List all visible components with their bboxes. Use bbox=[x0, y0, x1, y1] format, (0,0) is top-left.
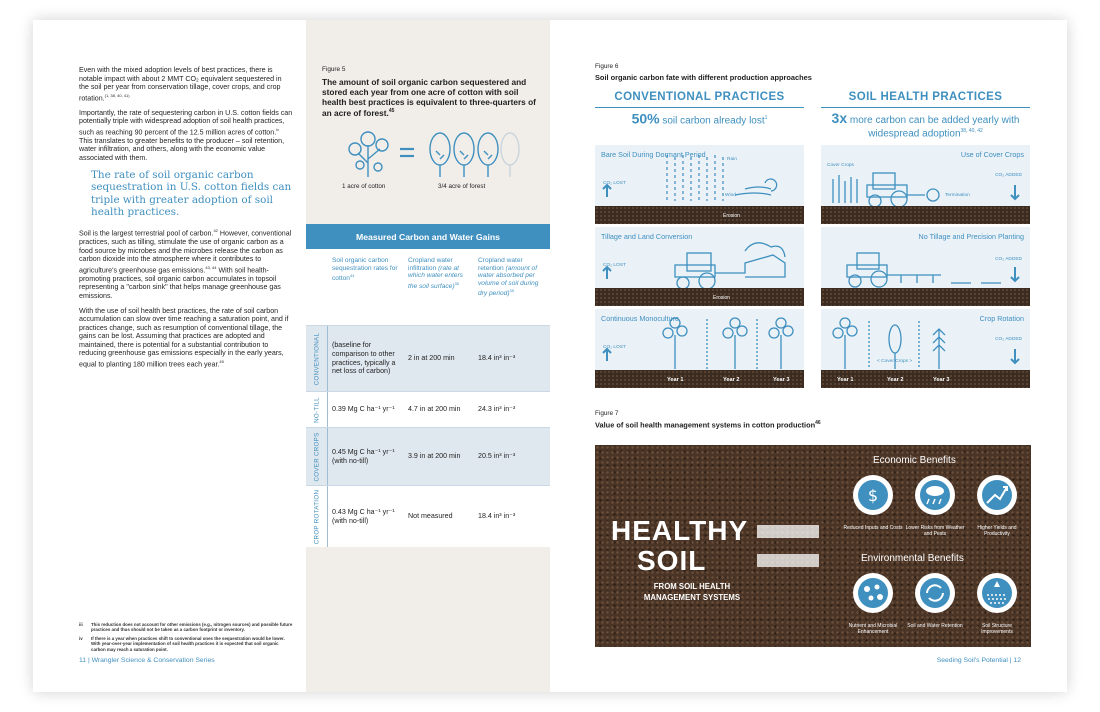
benefit-nutrient: Nutrient and Microbial Enhancement bbox=[843, 571, 903, 635]
dollar-coin-icon bbox=[851, 473, 895, 517]
table-header-row bbox=[306, 249, 550, 325]
col-header-infiltration: Cropland water infiltration (rate at which water enters the soil surface)$^{35}$ bbox=[408, 257, 463, 290]
panel-no-tillage: No Tillage and Precision Planting CO₂ ADDED bbox=[821, 227, 1030, 306]
page-12 bbox=[550, 20, 1067, 692]
growth-chart-icon bbox=[975, 473, 1019, 517]
figure-5-title: The amount of soil organic carbon sequestered and stored each year from one acre of cotton with soil health best practices is equivalent to three-quarters of an acre of forest.$^{45}$ bbox=[322, 77, 536, 119]
caption-cotton: 1 acre of cotton bbox=[342, 182, 386, 190]
pull-quote: The rate of soil organic carbon sequestration in U.S. cotton fields can triple with greater adoption of soil health practices. bbox=[91, 168, 292, 219]
footnotes bbox=[79, 622, 293, 655]
paragraph-2: Importantly, the rate of sequestering carbon in U.S. cotton fields can potentially triple with widespread adoption of soil health practices, such as reaching 90 percent of the 12.5 million acres of cotton.$^{iv}$ This translates to greater benefits to the producer – soil retention, water infiltration, and others, along with the economic value associated with them. bbox=[79, 108, 293, 163]
panel-crop-rotation: Crop Rotation CO₂ ADDED < Cover Crops > Year 1 Year 2 Year 3 bbox=[821, 309, 1030, 388]
figure-5 bbox=[322, 66, 544, 190]
table-row: CROP ROTATION 0.43 Mg C ha⁻¹ yr⁻¹ (with no-till) Not measured 18.4 in³ in⁻³ bbox=[306, 485, 550, 547]
benefit-reduced-inputs: $ Reduced Inputs and Costs bbox=[843, 473, 903, 531]
panel-bare-soil: Bare Soil During Dormant Period CO₂ LOST Rain Wind Erosion bbox=[595, 145, 804, 224]
col-header-carbon: Soil organic carbon sequestration rates for cotton$^{44}$ bbox=[332, 257, 398, 283]
body-text-column bbox=[79, 66, 293, 375]
microbe-icon bbox=[851, 571, 895, 615]
cotton-plant-icon bbox=[349, 132, 388, 177]
carbon-water-table bbox=[306, 224, 550, 547]
figure-6-label: Figure 6 bbox=[595, 63, 619, 70]
figure-5-captions bbox=[322, 183, 544, 190]
brochure-spread bbox=[33, 20, 1067, 692]
table-row: NO-TILL 0.39 Mg C ha⁻¹ yr⁻¹ 4.7 in at 200 min 24.3 in³ in⁻³ bbox=[306, 391, 550, 427]
conventional-header: CONVENTIONAL PRACTICES 50% soil carbon already lost$^1$ bbox=[595, 91, 804, 139]
headline-healthy: HEALTHY bbox=[611, 515, 749, 546]
figure-5-label: Figure 5 bbox=[322, 66, 346, 73]
footer-page-12: Seeding Soil's Potential | 12 bbox=[936, 657, 1021, 664]
panel-cover-crops: Use of Cover Crops CO₂ ADDED Cover Crops Termination bbox=[821, 145, 1030, 224]
water-cycle-icon bbox=[913, 571, 957, 615]
soil-particles-icon bbox=[975, 571, 1019, 615]
footnote-iii: iii This reduction does not account for other emissions (e.g., nitrogen sources) and possible future practices and thus should not be taken as a carbon footprint or inventory. bbox=[79, 622, 293, 633]
forest-tree-icon bbox=[430, 133, 519, 177]
footer-page-11: 11 | Wrangler Science & Conservation Series bbox=[79, 657, 215, 664]
table-row: CONVENTIONAL (baseline for comparison to other practices, typically a net loss of carbon) 2 in at 200 min 18.4 in³ in⁻³ bbox=[306, 325, 550, 391]
footnote-iv: iv If there is a year when practices shift to conventional ones the sequestration would be lower. With year-over-year implementation of soil health practices it is expected that soil organic carbon may reach a saturation point. bbox=[79, 635, 285, 652]
paragraph-4: With the use of soil health best practices, the rate of soil carbon accumulation can slow over time reaching a saturation point, and if practices change, such as resumption of conventional tillage, the gains can be lost. Assuming that practices are adopted and maintained, there is potential for a substantial contribution to reducing greenhouse gas emissions especially in the early years, equal to planting 180 million trees each year.$^{45}$ bbox=[79, 306, 289, 369]
page-11 bbox=[33, 20, 550, 692]
figure-6-title: Soil organic carbon fate with different production approaches bbox=[595, 73, 812, 82]
soil-health-header: SOIL HEALTH PRACTICES 3x more carbon can be added yearly with widespread adoption$^{38, 40, 42}$ bbox=[821, 91, 1030, 139]
cotton-forest-icons bbox=[322, 125, 522, 181]
svg-text:$: $ bbox=[867, 486, 879, 505]
panel-tillage: Tillage and Land Conversion CO₂ LOST Erosion bbox=[595, 227, 804, 306]
conventional-panels bbox=[595, 145, 804, 391]
figure-7-label: Figure 7 bbox=[595, 410, 619, 417]
col-header-retention: Cropland water retention (amount of water absorbed per volume of soil during dry period)$^{35}$ bbox=[478, 257, 539, 298]
benefit-lower-risks: Lower Risks from Weather and Pests bbox=[905, 473, 965, 537]
caption-forest: 3/4 acre of forest bbox=[438, 182, 486, 190]
table-title: Measured Carbon and Water Gains bbox=[306, 224, 550, 249]
table-row: COVER CROPS 0.45 Mg C ha⁻¹ yr⁻¹ (with no-till) 3.9 in at 200 min 20.5 in³ in⁻³ bbox=[306, 427, 550, 485]
paragraph-3: Soil is the largest terrestrial pool of carbon.$^{42}$ However, conventional practices, such as tilling, stimulate the use of organic carbon as a food source by microbes and the microbes release the carbon as carbon dioxide into the atmosphere where it contributes to agriculture's greenhouse gas emissions.$^{43, 44}$ With soil health-promoting practices, soil organic carbon accumulates in topsoil representing a "carbon sink" that helps manage greenhouse gas emissions. bbox=[79, 228, 292, 300]
economic-benefits-title: Economic Benefits bbox=[873, 455, 956, 466]
equals-icon bbox=[400, 149, 414, 156]
headline-subtitle: FROM SOIL HEALTH MANAGEMENT SYSTEMS bbox=[643, 582, 741, 602]
benefit-higher-yields: Higher Yields and Productivity bbox=[967, 473, 1027, 537]
figure-6 bbox=[595, 63, 1030, 391]
environmental-benefits-title: Environmental Benefits bbox=[861, 553, 964, 564]
figure-7-title: Value of soil health management systems in cotton production$^{46}$ bbox=[595, 420, 821, 430]
equals-bars-icon bbox=[757, 525, 819, 583]
rain-cloud-icon bbox=[913, 473, 957, 517]
paragraph-1: Even with the mixed adoption levels of best practices, there is notable impact with about 2 MMT CO₂ equivalent sequestered in the soil per year from conservation tillage, cover crops, and crop rotation.$^{(1, 38, 40, 41)}$ bbox=[79, 66, 282, 103]
healthy-soil-graphic bbox=[595, 445, 1031, 647]
benefit-soil-water: Soil and Water Retention bbox=[905, 571, 965, 629]
figure-7-caption bbox=[595, 410, 1030, 429]
panel-monoculture: Continuous Monoculture CO₂ LOST Year 1 Year 2 Year 3 bbox=[595, 309, 804, 388]
soil-health-panels bbox=[821, 145, 1030, 391]
benefit-soil-structure: Soil Structure Improvements bbox=[967, 571, 1027, 635]
headline-soil: SOIL bbox=[637, 545, 707, 576]
